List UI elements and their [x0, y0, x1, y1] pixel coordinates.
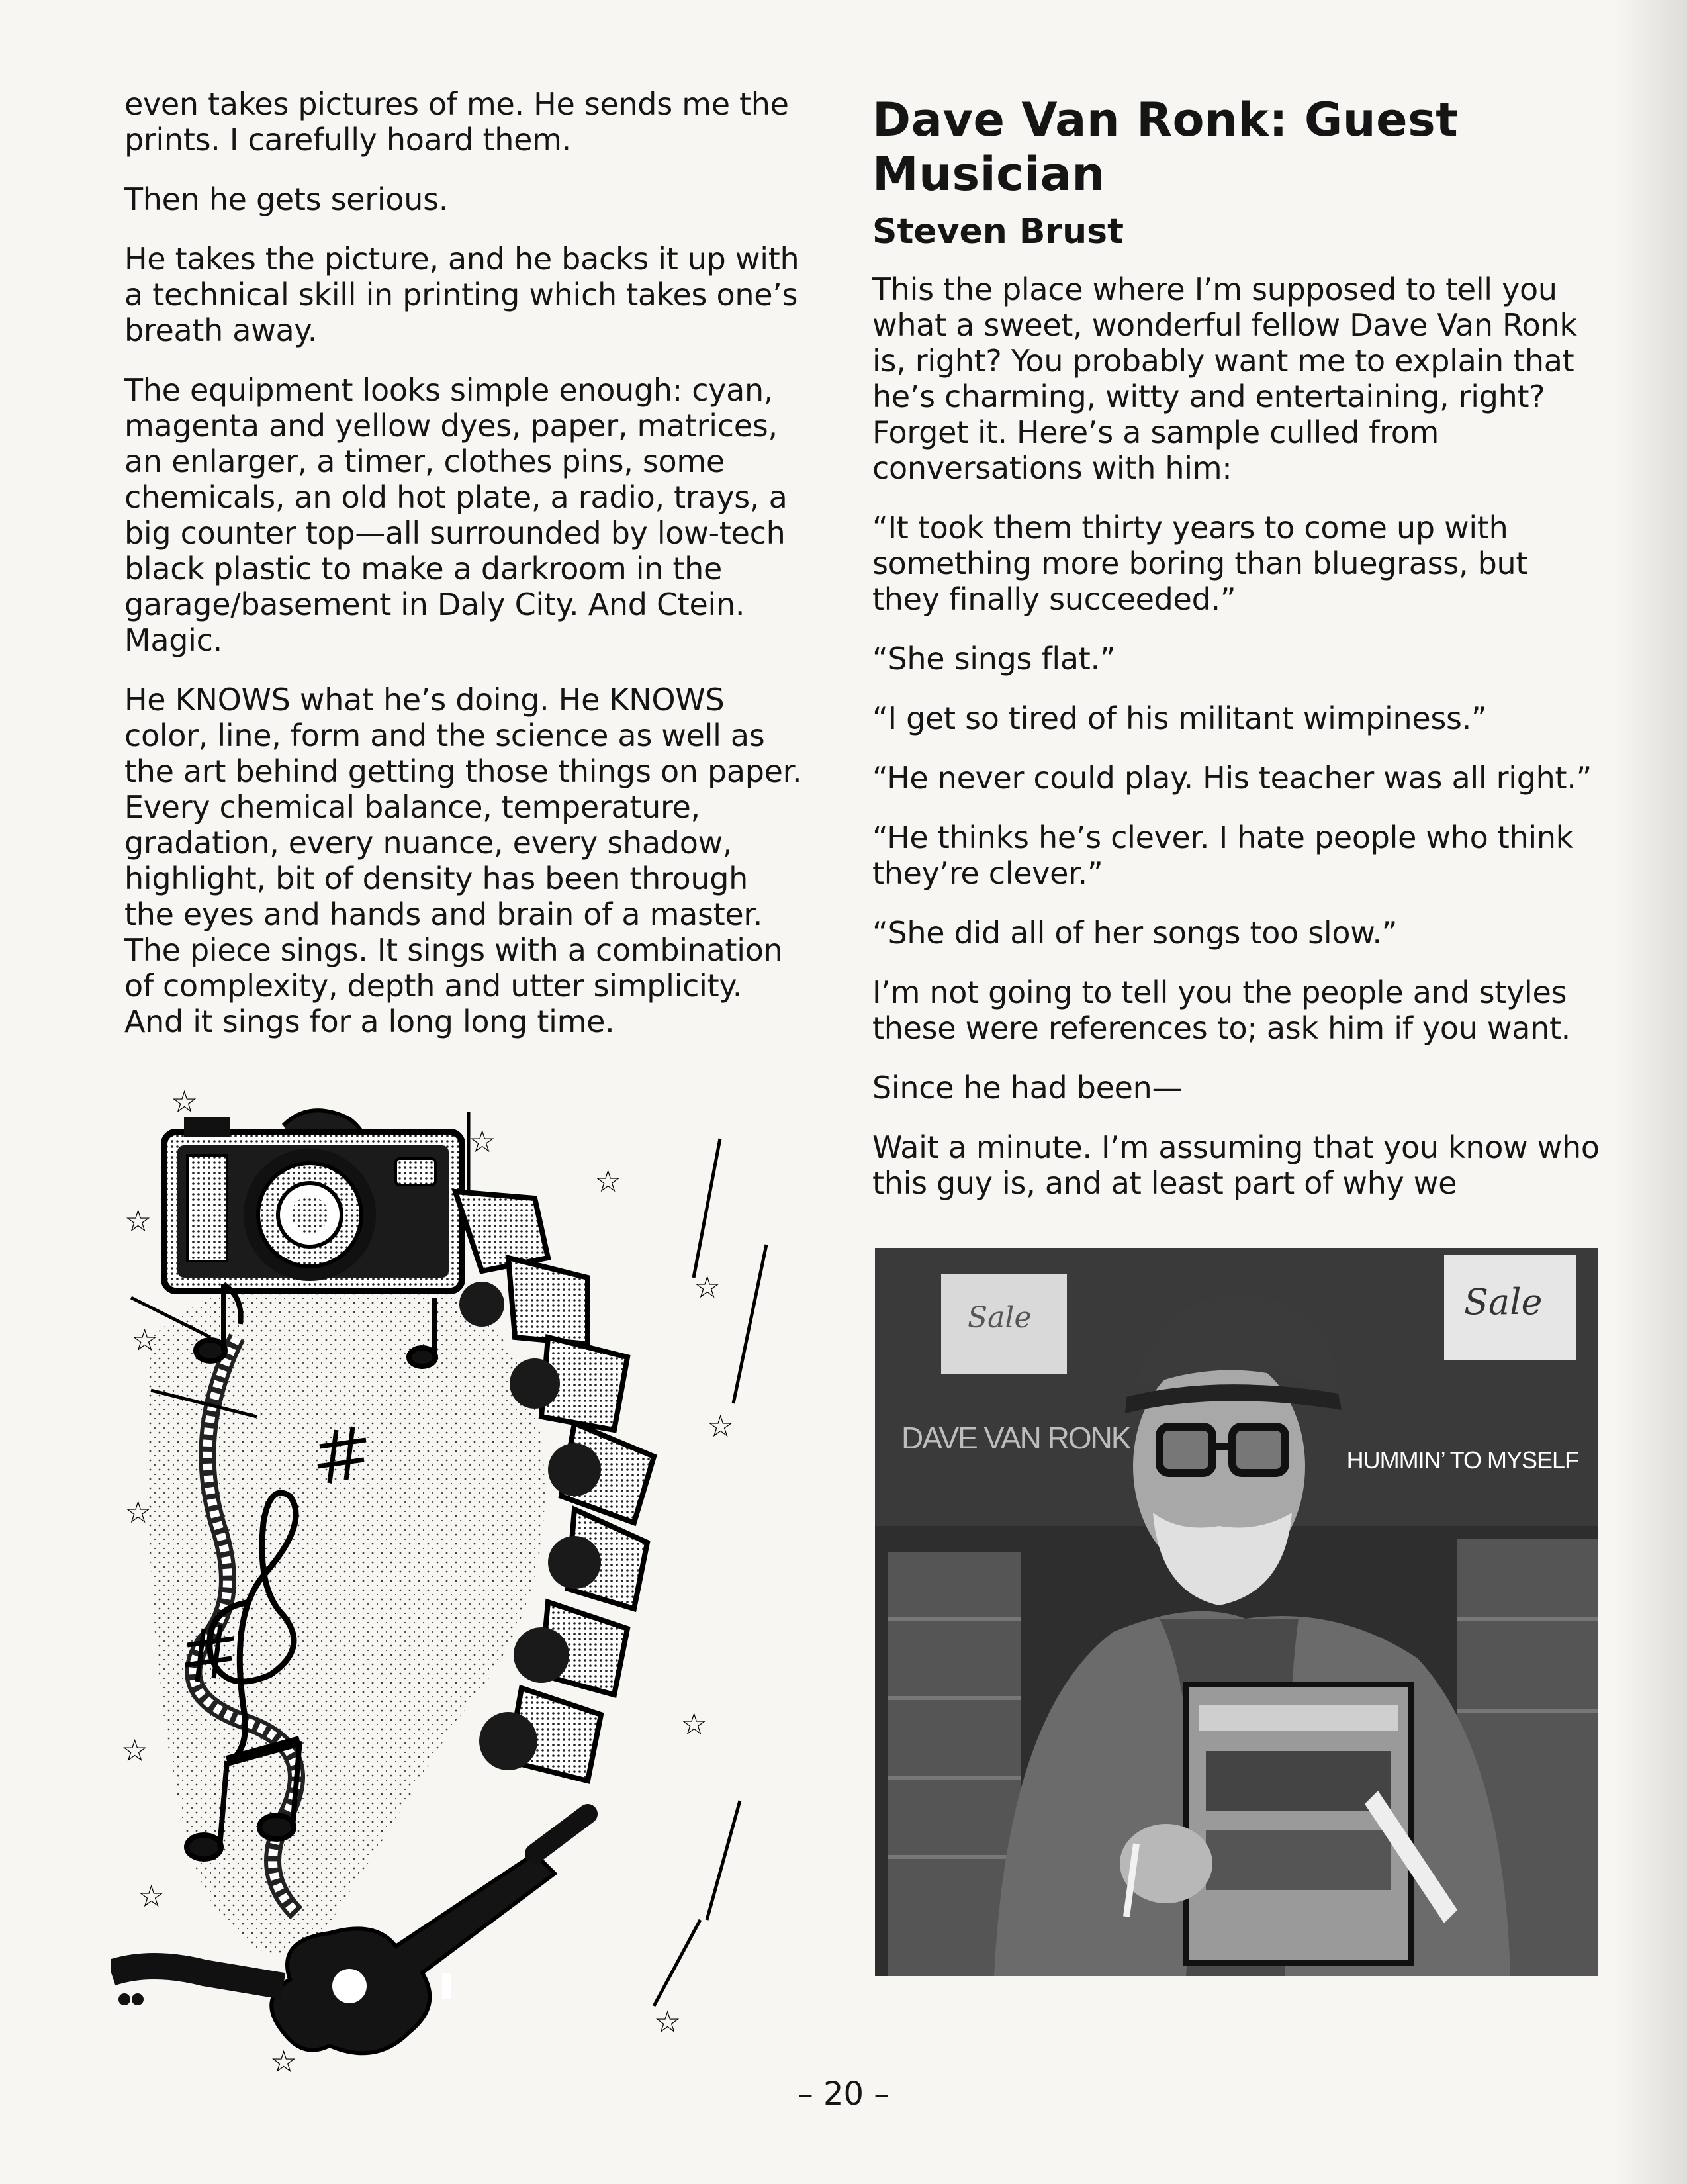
quote-paragraph: “He never could play. His teacher was all right.”	[872, 760, 1592, 796]
article-title: Dave Van Ronk: Guest Musician	[872, 93, 1459, 201]
body-paragraph: I’m not going to tell you the people and styles these were references to; ask him if you want.	[872, 974, 1571, 1046]
svg-text:☆: ☆	[694, 1269, 721, 1305]
svg-text:☆: ☆	[594, 1163, 622, 1199]
body-paragraph: Wait a minute. I’m assuming that you know who this guy is, and at least part of why we	[872, 1129, 1600, 1201]
svg-text:☆: ☆	[654, 2004, 682, 2040]
scan-shadow	[1614, 0, 1687, 2184]
body-paragraph: Since he had been—	[872, 1070, 1183, 1106]
page-number: – 20 –	[797, 2075, 890, 2113]
album-title-label: HUMMIN’ TO MYSELF	[1346, 1447, 1578, 1474]
article-body	[872, 271, 1600, 1225]
svg-text:☆: ☆	[124, 1494, 152, 1530]
quote-paragraph: “She did all of her songs too slow.”	[872, 915, 1398, 951]
album-cover-photo	[875, 1248, 1598, 1976]
body-paragraph: Then he gets serious.	[124, 181, 449, 217]
body-paragraph: This the place where I’m supposed to tell you what a sweet, wonderful fellow Dave Van Ronk is, right? You probably want me to explain that he’s charming, witty and entertaining, right? Forget it. Here’s a sample culled from conversations with him:	[872, 271, 1577, 486]
album-artist-label: DAVE VAN RONK	[901, 1421, 1130, 1455]
body-paragraph: even takes pictures of me. He sends me the prints. I carefully hoard them.	[124, 86, 789, 158]
quote-paragraph: “I get so tired of his militant wimpiness.”	[872, 700, 1487, 736]
quote-paragraph: “She sings flat.”	[872, 641, 1116, 677]
left-column	[124, 86, 806, 1063]
quote-paragraph: “It took them thirty years to come up with something more boring than bluegrass, but they finally succeeded.”	[872, 510, 1528, 617]
svg-text:Sale: Sale	[968, 1301, 1032, 1335]
svg-text:☆: ☆	[680, 1706, 708, 1742]
body-paragraph: He takes the picture, and he backs it up with a technical skill in printing which takes one’s breath away.	[124, 241, 799, 348]
quote-paragraph: “He thinks he’s clever. I hate people who think they’re clever.”	[872, 820, 1574, 891]
svg-text:☆: ☆	[270, 2044, 298, 2079]
svg-text:Sale: Sale	[1464, 1281, 1543, 1323]
svg-text:☆: ☆	[138, 1878, 165, 1914]
svg-text:☆: ☆	[131, 1322, 159, 1358]
svg-text:☆: ☆	[121, 1733, 149, 1768]
svg-text:☆: ☆	[469, 1123, 496, 1159]
article-author: Steven Brust	[872, 212, 1124, 252]
svg-text:☆: ☆	[124, 1203, 152, 1239]
body-paragraph: He KNOWS what he’s doing. He KNOWS color, line, form and the science as well as the art behind getting those things on paper. Every chemical balance, temperature, gradation, every nuance, every shadow, highlight, bit of density has been through the eyes and hands and brain of a master. The piece sings. It sings with a combination of complexity, depth and utter simplicity. And it sings for a long long time.	[124, 682, 802, 1039]
body-paragraph: The equipment looks simple enough: cyan, magenta and yellow dyes, paper, matrices, an enlarger, a timer, clothes pins, some chemicals, an old hot plate, a radio, trays, a big counter top—all surrounded by low-tech black plastic to make a darkroom in the garage/basement in Daly City. And Ctein. Magic.	[124, 372, 788, 658]
svg-text:☆: ☆	[707, 1408, 735, 1444]
camera-guitar-illustration	[111, 1059, 813, 2079]
svg-text:☆: ☆	[171, 1084, 199, 1119]
